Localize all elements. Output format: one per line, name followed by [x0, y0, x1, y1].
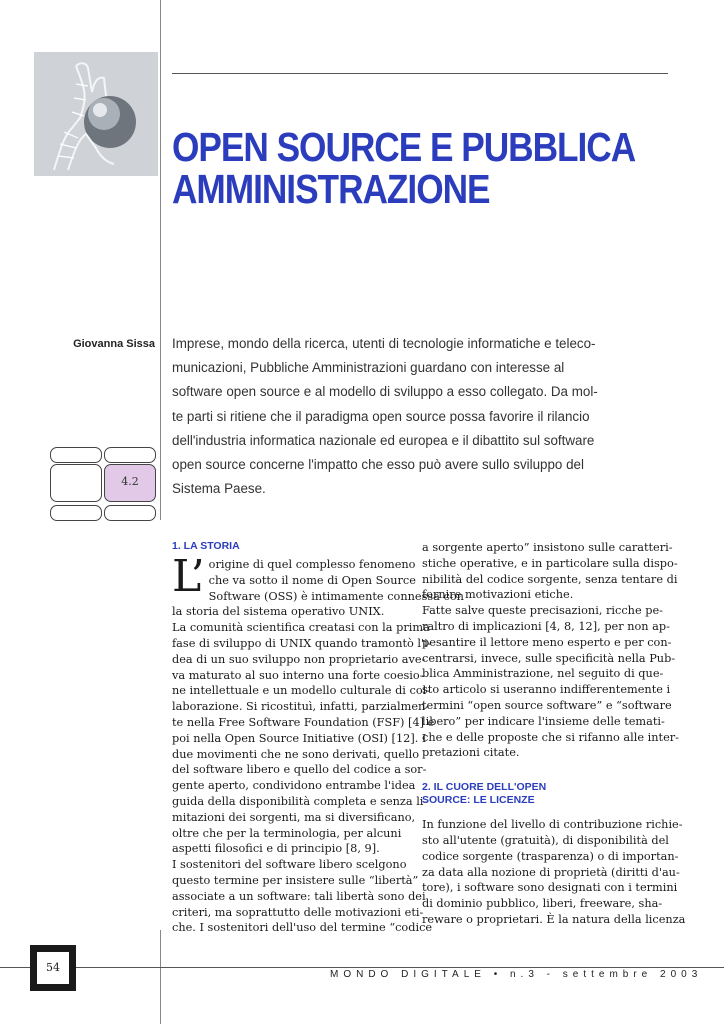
- body-line: nibilità del codice sorgente, senza tentare di: [422, 572, 678, 586]
- page-number: 54: [37, 952, 69, 984]
- section-badge: [50, 447, 158, 523]
- author-name: Giovanna Sissa: [73, 338, 155, 350]
- body-line: In funzione del livello di contribuzione richie-: [422, 818, 683, 832]
- body-line: termini “open source software” e “software: [422, 698, 672, 712]
- badge-cell: [104, 505, 156, 521]
- abstract-line: municazioni, Pubbliche Amministrazioni guardano con interesse al: [172, 360, 565, 376]
- abstract-line: open source concerne l'impatto che esso può avere sullo sviluppo del: [172, 457, 584, 473]
- body-line: sto all'utente (gratuità), di disponibilità del: [422, 833, 669, 847]
- body-line: va maturato al suo interno una forte coesio-: [172, 668, 424, 682]
- body-line: sto articolo si useranno indifferentemente i: [422, 683, 671, 697]
- badge-number: 4.2: [121, 475, 139, 488]
- body-line: stiche operative, e in particolare sulla dispo-: [422, 556, 678, 570]
- body-line: Fatte salve queste precisazioni, ricche pe-: [422, 604, 663, 618]
- body-line: reware o proprietari. È la natura della licenza: [422, 912, 686, 926]
- body-line: che e delle proposte che si rifanno alle inter-: [422, 730, 679, 744]
- footer-rule: [0, 967, 724, 968]
- hand-globe-icon: [34, 52, 158, 176]
- body-line: te nella Free Software Foundation (FSF) [4] e: [172, 715, 435, 729]
- body-line: guida della disponibilità completa e senza li-: [172, 794, 428, 808]
- vertical-rule: [160, 0, 161, 520]
- abstract-line: dell'industria informatica nazionale ed europea e il dibattito sul software: [172, 432, 595, 448]
- body-column-left: [172, 540, 464, 936]
- body-line: che va sotto il nome di Open Source: [208, 573, 416, 587]
- title-rule: [172, 73, 668, 74]
- body-line: raltro di implicazioni [4, 8, 12], per non ap-: [422, 619, 670, 633]
- body-line: mitazioni dei sorgenti, ma si diversificano,: [172, 810, 416, 824]
- body-line: due movimenti che ne sono derivati, quello: [172, 747, 420, 761]
- body-line: criteri, ma soprattutto delle motivazioni eti-: [172, 905, 424, 919]
- body-line: del software libero e quello del codice a sor-: [172, 763, 427, 777]
- body-line: pretazioni citate.: [422, 746, 520, 760]
- body-line: pesantire il lettore meno esperto e per con-: [422, 635, 672, 649]
- hand-globe-illustration: [34, 52, 158, 176]
- abstract-line: software open source e al modello di sviluppo a esso collegato. Da mol-: [172, 384, 598, 400]
- running-footer: MONDO DIGITALE • n.3 - settembre 2003: [330, 969, 703, 980]
- body-line: aspetti filosofici e di principio [8, 9].: [172, 842, 380, 856]
- badge-cell: [50, 464, 102, 502]
- section-heading: 2. IL CUORE DELL'OPEN: [422, 781, 547, 794]
- section-spacer: [422, 807, 658, 817]
- body-line: di dominio pubblico, liberi, freeware, sha-: [422, 897, 663, 911]
- badge-cell: [104, 447, 156, 463]
- body-line: laborazione. Si ricostituì, infatti, parzialmen-: [172, 700, 430, 714]
- body-line: za data alla nozione di proprietà (diritti d'au-: [422, 865, 680, 879]
- body-line: che. I sostenitori dell'uso del termine “codice: [172, 921, 433, 935]
- body-line: dea di un suo sviluppo non proprietario ave-: [172, 652, 426, 666]
- body-line: La comunità scientifica creatasi con la prima: [172, 621, 430, 635]
- badge-cell: [50, 505, 102, 521]
- body-column-right: [422, 540, 686, 928]
- body-line: a sorgente aperto” insistono sulle caratteri-: [422, 541, 673, 554]
- badge-cell: [50, 447, 102, 463]
- body-line: gente aperto, condividono entrambe l'idea: [172, 779, 416, 793]
- body-line: ne intellettuale e un modello culturale di col-: [172, 684, 431, 698]
- body-line: I sostenitori del software libero scelgono: [172, 858, 407, 872]
- section-heading: 1. LA STORIA: [172, 540, 240, 552]
- body-line: libero” per indicare l'insieme delle temati-: [422, 714, 665, 728]
- abstract-line: te parti si ritiene che il paradigma open source possa favorire il rilancio: [172, 408, 590, 424]
- abstract: [172, 332, 662, 501]
- body-line: blica Amministrazione, nel seguito di que-: [422, 667, 664, 681]
- body-line: poi nella Open Source Initiative (OSI) [12]. I: [172, 731, 427, 745]
- title-line: OPEN SOURCE E PUBBLICA: [172, 124, 636, 170]
- body-line: codice sorgente (trasparenza) o di importan-: [422, 849, 679, 863]
- section-heading: SOURCE: LE LICENZE: [422, 794, 535, 807]
- body-line: origine di quel complesso fenomeno: [208, 558, 416, 571]
- body-line: questo termine per insistere sulle “libertà”: [172, 873, 419, 887]
- title-line: AMMINISTRAZIONE: [172, 166, 490, 212]
- body-line: oltre che per la terminologia, per alcuni: [172, 826, 402, 840]
- body-line: centrarsi, invece, sulle specificità nella Pub-: [422, 651, 676, 665]
- body-line: Software (OSS) è intimamente connessa con: [208, 589, 464, 603]
- drop-cap: L’: [172, 551, 205, 602]
- abstract-line: Imprese, mondo della ricerca, utenti di tecnologie informatiche e teleco-: [172, 336, 596, 351]
- body-line: la storia del sistema operativo UNIX.: [172, 605, 385, 619]
- body-line: fornire motivazioni etiche.: [422, 588, 574, 602]
- body-line: associate a un software: tali libertà sono dei: [172, 889, 426, 903]
- article-title: [172, 124, 636, 212]
- abstract-line: Sistema Paese.: [172, 481, 266, 497]
- body-line: fase di sviluppo di UNIX quando tramontò l'i-: [172, 636, 432, 650]
- section-spacer: [422, 761, 658, 781]
- body-line: tore), i software sono designati con i termini: [422, 881, 678, 895]
- vertical-rule-bottom: [160, 930, 161, 1024]
